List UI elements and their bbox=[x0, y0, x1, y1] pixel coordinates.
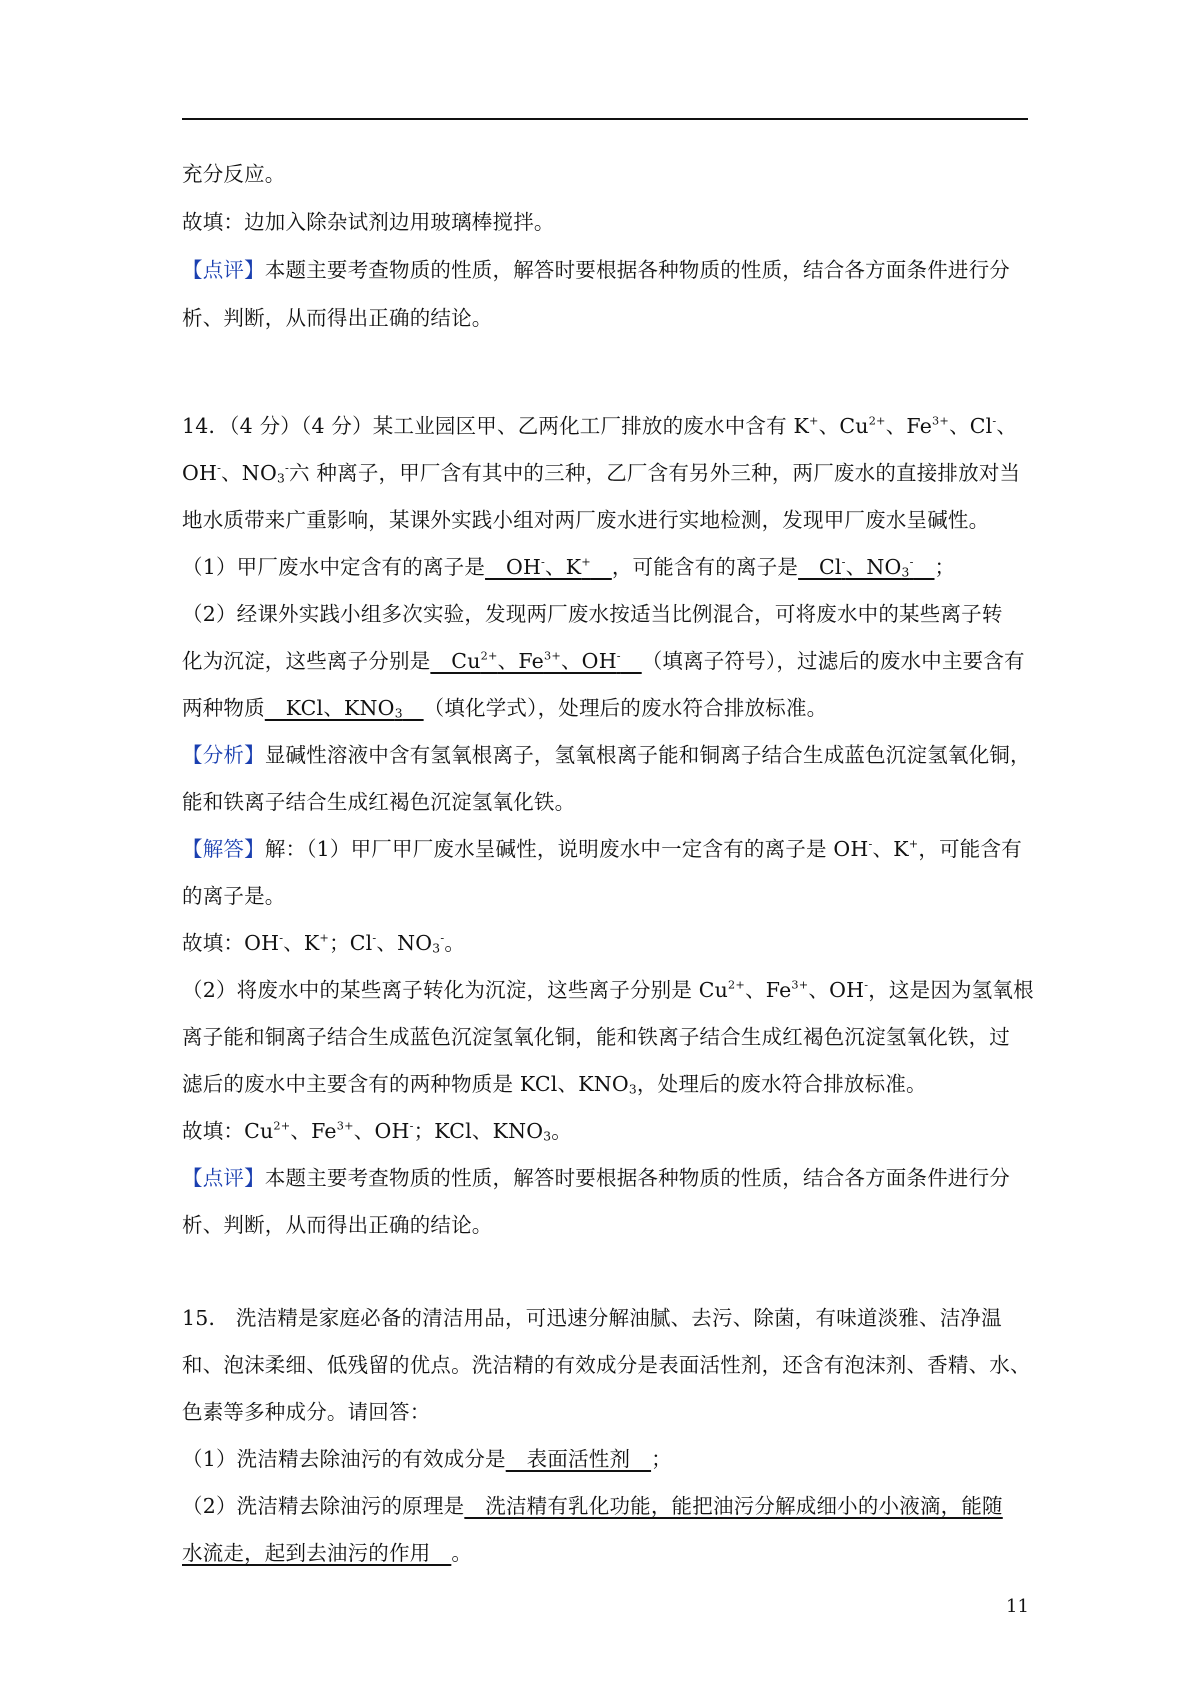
q14-stem-line: OH-、$NO_3^-$六 种离子，甲厂含有其中的三种，乙厂含有另外三种，两厂废水的直接排放对当 bbox=[182, 461, 1021, 486]
q14-part2: （2）经课外实践小组多次实验，发现两厂废水按适当比例混合，可将废水中的某些离子转 bbox=[182, 602, 1003, 626]
text-line: 析、判断，从而得出正确的结论。 bbox=[182, 306, 493, 330]
answer-blank: $\_\_Cu^{2+}$、$Fe^{3+}$、OH-__ bbox=[430, 649, 642, 673]
text-line: 滤后的废水中主要含有的两种物质是 KCl、$KNO_3$，处理后的废水符合排放标准。 bbox=[182, 1072, 927, 1097]
q14-stem-line: 地水质带来广重影响，某课外实践小组对两厂废水进行实地检测，发现甲厂废水呈碱性。 bbox=[182, 508, 990, 532]
answer-tag: 【解答】 bbox=[182, 837, 265, 861]
q14-stem-line: 14．（4 分）（4 分）某工业园区甲、乙两化工厂排放的废水中含有 K+、$Cu^{2+}$、$Fe^{3+}$、Cl-、 bbox=[182, 414, 1018, 438]
q15-stem-line: 15． 洗洁精是家庭必备的清洁用品，可迅速分解油腻、去污、除菌，有味道淡雅、洁净温 bbox=[182, 1306, 1002, 1330]
q15-stem-line: 色素等多种成分。请回答： bbox=[182, 1400, 431, 1424]
text-line: （2）将废水中的某些离子转化为沉淀，这些离子分别是 $Cu^{2+}$、$Fe^{3+}$、OH-，这是因为氢氧根 bbox=[182, 978, 1034, 1002]
answer-line: 【解答】解：（1）甲厂甲厂废水呈碱性，说明废水中一定含有的离子是 OH-、K+，可能含有 bbox=[182, 837, 1022, 861]
answer-blank: __KCl、$KNO_3\_\_$ bbox=[264, 696, 424, 721]
answer-blank: 水流走，起到去油污的作用__ bbox=[182, 1541, 452, 1565]
answer-blank: __表面活性剂__ bbox=[505, 1447, 652, 1471]
review-tag: 【点评】 bbox=[182, 258, 265, 282]
text-line: 析、判断，从而得出正确的结论。 bbox=[182, 1213, 493, 1237]
review-line: 【点评】本题主要考查物质的性质，解答时要根据各种物质的性质，结合各方面条件进行分 bbox=[182, 258, 1011, 282]
header-rule bbox=[182, 118, 1028, 120]
analysis-line: 【分析】显碱性溶液中含有氢氧根离子，氢氧根离子能和铜离子结合生成蓝色沉淀氢氧化铜， bbox=[182, 743, 1031, 767]
q15-part2: 水流走，起到去油污的作用__。 bbox=[182, 1541, 473, 1565]
q15-part1: （1）洗洁精去除油污的有效成分是__表面活性剂__； bbox=[182, 1447, 672, 1471]
text-line: 故填：边加入除杂试剂边用玻璃棒搅拌。 bbox=[182, 210, 555, 234]
q14-part1: （1）甲厂废水中定含有的离子是__OH-、K+__，可能含有的离子是__Cl-、$NO_3^-\_\_$； bbox=[182, 555, 956, 580]
analysis-tag: 【分析】 bbox=[182, 743, 265, 767]
q14-part2: 化为沉淀，这些离子分别是$\_\_Cu^{2+}$、$Fe^{3+}$、OH-__（填离子符号），过滤后的废水中主要含有 bbox=[182, 649, 1025, 673]
review-tag: 【点评】 bbox=[182, 1166, 265, 1190]
text-line: 充分反应。 bbox=[182, 162, 286, 186]
q15-part2: （2）洗洁精去除油污的原理是__洗洁精有乳化功能，能把油污分解成细小的小液滴，能随 bbox=[182, 1494, 1003, 1518]
q14-part2: 两种物质__KCl、$KNO_3\_\_$（填化学式），处理后的废水符合排放标准。 bbox=[182, 696, 828, 721]
review-line: 【点评】本题主要考查物质的性质，解答时要根据各种物质的性质，结合各方面条件进行分 bbox=[182, 1166, 1011, 1190]
answer-blank: __洗洁精有乳化功能，能把油污分解成细小的小液滴，能随 bbox=[464, 1494, 1003, 1518]
page-number: 11 bbox=[1006, 1596, 1029, 1617]
text-line: 的离子是。 bbox=[182, 884, 286, 908]
answer-blank: __OH-、K+__ bbox=[485, 555, 612, 579]
q15-stem-line: 和、泡沫柔细、低残留的优点。洗洁精的有效成分是表面活性剂，还含有泡沫剂、香精、水、 bbox=[182, 1353, 1031, 1377]
text-line: 离子能和铜离子结合生成蓝色沉淀氢氧化铜，能和铁离子结合生成红褐色沉淀氢氧化铁，过 bbox=[182, 1025, 1010, 1049]
fill-line: 故填：OH-、K+；Cl-、$NO_3^-$。 bbox=[182, 931, 466, 956]
answer-blank: __Cl-、$NO_3^-\_\_$ bbox=[798, 555, 935, 580]
fill-line: 故填：$Cu^{2+}$、$Fe^{3+}$、OH-；KCl、$KNO_3$。 bbox=[182, 1119, 572, 1144]
text-line: 能和铁离子结合生成红褐色沉淀氢氧化铁。 bbox=[182, 790, 576, 814]
